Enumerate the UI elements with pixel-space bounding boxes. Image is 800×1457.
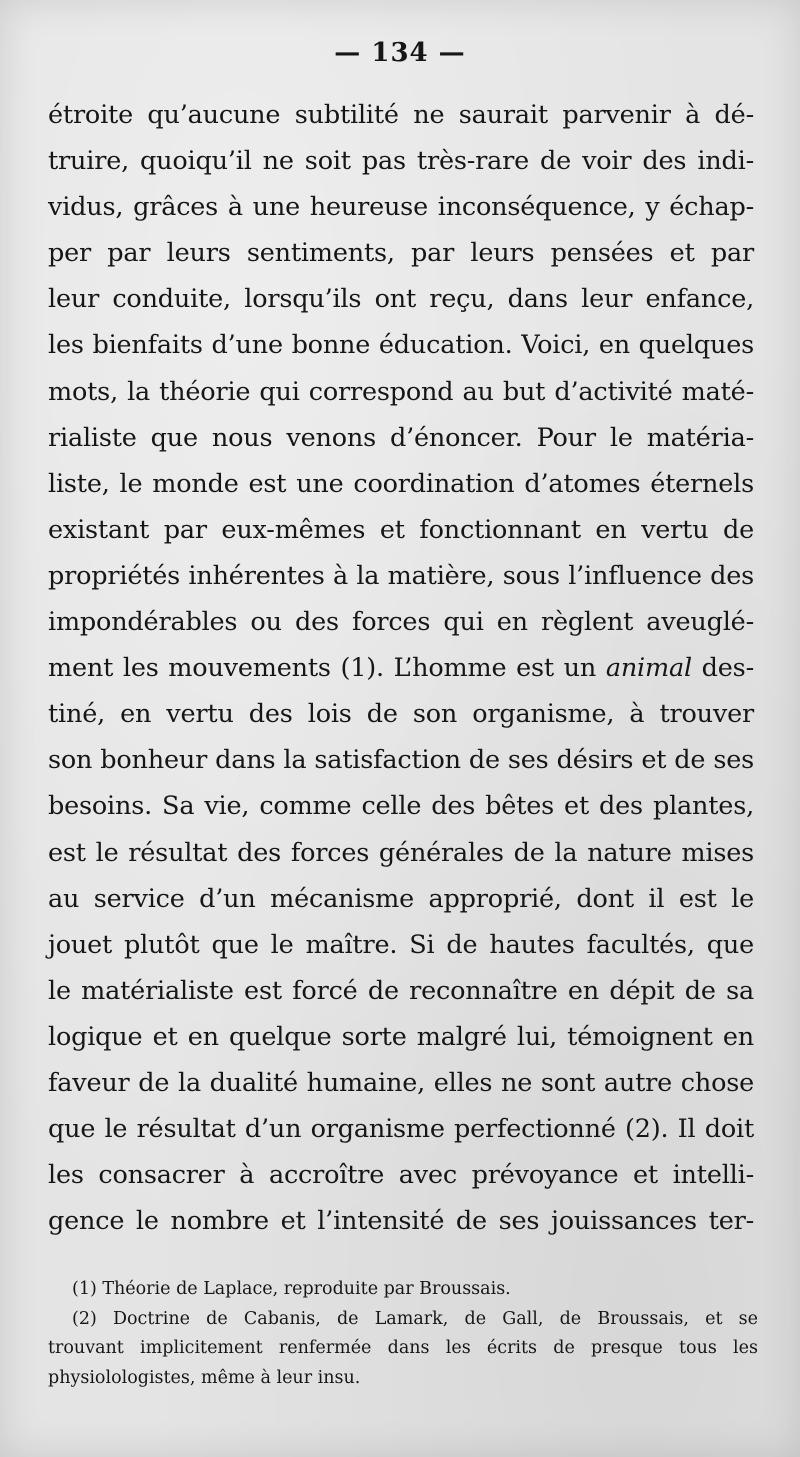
- body-line-7: mots, la théorie qui correspond au but d’activité maté-: [48, 376, 754, 407]
- line13-before: ment les mouvements (1). L’homme est un: [48, 653, 606, 684]
- body-text: [48, 92, 754, 1244]
- body-line-5: leur conduite, lorsqu’ils ont reçu, dans leur enfance,: [48, 284, 754, 315]
- body-line-18: au service d’un mécanisme approprié, dont il est le: [48, 883, 754, 914]
- body-line-24: les consacrer à accroître avec prévoyance et intelli-: [48, 1160, 754, 1191]
- footnote-2-line-2: trouvant implicitement renfermée dans les écrits de presque tous les: [48, 1338, 758, 1358]
- body-line-11: propriétés inhérentes à la matière, sous l’influence des: [48, 560, 754, 591]
- body-line-13: [48, 645, 754, 691]
- body-line-2: truire, quoiqu’il ne soit pas très-rare de voir des indi-: [48, 146, 754, 177]
- page-number-header: — 134 —: [334, 38, 466, 68]
- footnote-1: (1) Théorie de Laplace, reproduite par Broussais.: [72, 1279, 511, 1299]
- footnote-2-line-3: physiolologistes, même à leur insu.: [48, 1367, 361, 1388]
- body-line-19: jouet plutôt que le maître. Si de hautes facultés, que: [48, 929, 754, 960]
- body-line-1: étroite qu’aucune subtilité ne saurait parvenir à dé-: [48, 100, 754, 130]
- body-line-12: impondérables ou des forces qui en règlent aveuglé-: [48, 607, 754, 638]
- line13-after: des-: [691, 653, 754, 684]
- italic-word-animal: animal: [605, 653, 692, 684]
- body-line-21: logique et en quelque sorte malgré lui, témoignent en: [48, 1021, 754, 1052]
- body-line-4: per par leurs sentiments, par leurs pensées et par: [48, 238, 754, 269]
- body-line-9: liste, le monde est une coordination d’atomes éternels: [48, 468, 754, 499]
- body-line-17: est le résultat des forces générales de la nature mises: [48, 837, 754, 868]
- body-line-6: les bienfaits d’une bonne éducation. Voici, en quelques: [48, 330, 754, 361]
- body-line-20: le matérialiste est forcé de reconnaître en dépit de sa: [48, 975, 754, 1006]
- body-line-23: que le résultat d’un organisme perfectionné (2). Il doit: [48, 1114, 754, 1145]
- footnotes: [48, 1275, 758, 1393]
- body-line-15: son bonheur dans la satisfaction de ses désirs et de ses: [48, 745, 754, 776]
- body-line-16: besoins. Sa vie, comme celle des bêtes et des plantes,: [48, 791, 754, 822]
- body-line-10: existant par eux-mêmes et fonctionnant en vertu de: [48, 514, 754, 545]
- body-line-25: gence le nombre et l’intensité de ses jouissances ter-: [48, 1206, 754, 1237]
- footnote-2-line-1: (2) Doctrine de Cabanis, de Lamark, de Gall, de Broussais, et se: [72, 1308, 758, 1329]
- body-line-22: faveur de la dualité humaine, elles ne sont autre chose: [48, 1067, 754, 1098]
- body-line-8: rialiste que nous venons d’énoncer. Pour le matéria-: [48, 422, 754, 453]
- body-line-3: vidus, grâces à une heureuse inconséquence, y échap-: [48, 192, 754, 223]
- body-line-14: tiné, en vertu des lois de son organisme, à trouver: [48, 699, 754, 730]
